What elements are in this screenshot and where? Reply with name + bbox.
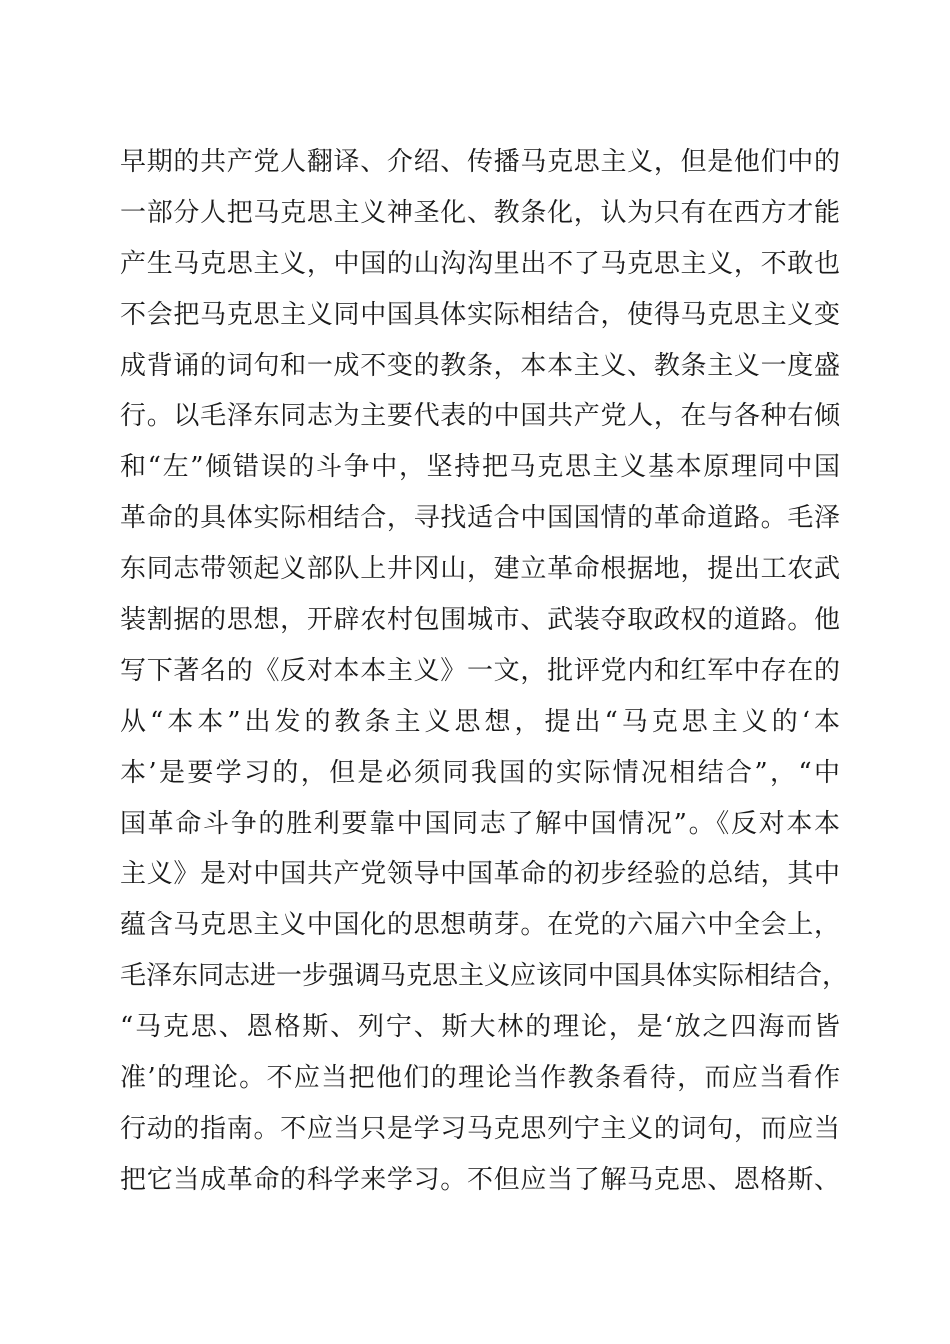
text-line: 从“本本”出发的教条主义思想，提出“马克思主义的‘本 [120,706,840,737]
text-line: 不会把马克思主义同中国具体实际相结合，使得马克思主义变 [120,299,840,330]
text-line: 一部分人把马克思主义神圣化、教条化，认为只有在西方才能 [120,197,840,228]
text-line: 蕴含马克思主义中国化的思想萌芽。在党的六届六中全会上， [120,910,840,941]
text-line: 产生马克思主义，中国的山沟沟里出不了马克思主义，不敢也 [120,248,840,279]
text-line: 早期的共产党人翻译、介绍、传播马克思主义，但是他们中的 [120,147,840,177]
text-line: 国革命斗争的胜利要靠中国同志了解中国情况”。《反对本本 [120,808,840,839]
text-line: 装割据的思想，开辟农村包围城市、武装夺取政权的道路。他 [120,605,840,636]
text-line: 行。以毛泽东同志为主要代表的中国共产党人，在与各种右倾 [120,401,840,432]
text-line: 准’的理论。不应当把他们的理论当作教条看待，而应当看作 [120,1063,840,1094]
text-line: 成背诵的词句和一成不变的教条，本本主义、教条主义一度盛 [120,350,840,381]
text-line: 主义》是对中国共产党领导中国革命的初步经验的总结，其中 [120,859,840,890]
body-paragraph [120,137,849,1206]
text-line: 和“左”倾错误的斗争中，坚持把马克思主义基本原理同中国 [120,452,840,483]
text-line: 本’是要学习的，但是必须同我国的实际情况相结合”，“中 [120,757,840,788]
text-line: 毛泽东同志进一步强调马克思主义应该同中国具体实际相结合， [120,961,849,992]
text-line: 东同志带领起义部队上井冈山，建立革命根据地，提出工农武 [120,554,840,585]
text-line: “马克思、恩格斯、列宁、斯大林的理论，是‘放之四海而皆 [120,1012,840,1043]
text-line: 把它当成革命的科学来学习。不但应当了解马克思、恩格斯、 [120,1164,840,1195]
text-line: 行动的指南。不应当只是学习马克思列宁主义的词句，而应当 [120,1113,840,1144]
text-line: 革命的具体实际相结合，寻找适合中国国情的革命道路。毛泽 [120,503,840,534]
text-line: 写下著名的《反对本本主义》一文，批评党内和红军中存在的 [120,655,840,686]
